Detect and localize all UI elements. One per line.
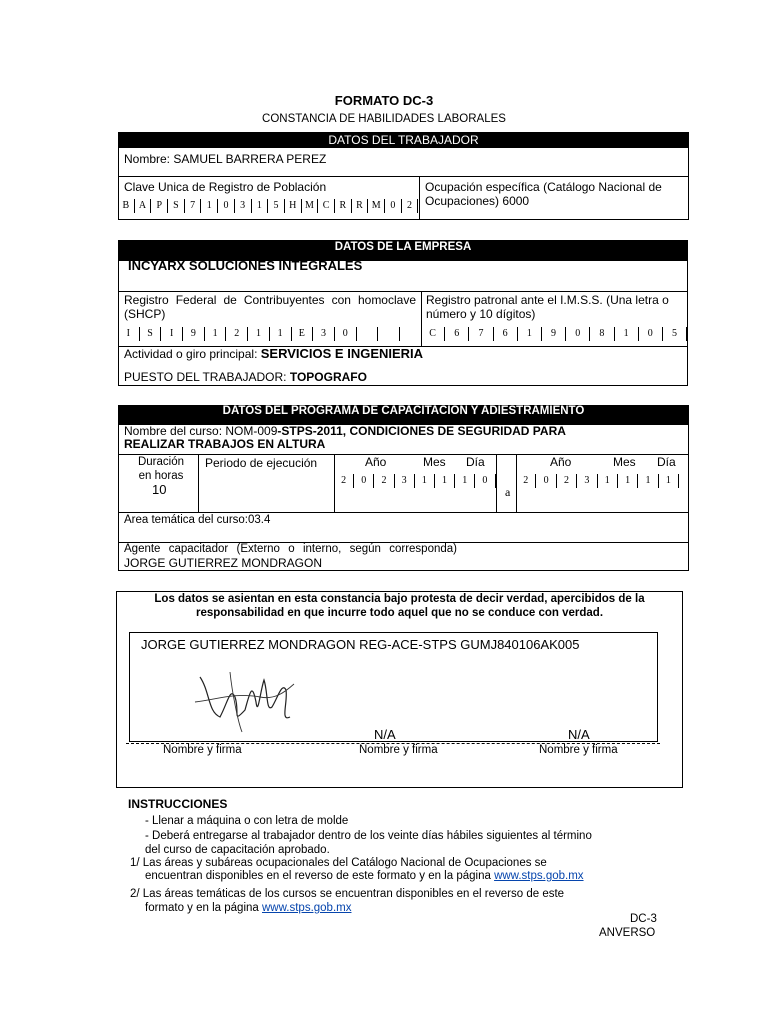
note-1a: 1/ Las áreas y subáreas ocupacionales del Catálogo Nacional de Ocupaciones se (130, 857, 547, 869)
na-value-2: N/A (568, 727, 590, 742)
rfc-char-cell (400, 327, 422, 341)
end-date-digit: 0 (536, 474, 556, 488)
end-date-digit: 1 (659, 474, 679, 488)
declaration-text-1: Los datos se asientan en esta constancia bajo protesta de decir verdad, apercibidos de la (154, 593, 645, 605)
curp-char-cell: 1 (252, 199, 269, 213)
period-label: Periodo de ejecución (205, 456, 318, 470)
thematic-area: Area temática del curso:03.4 (124, 514, 271, 526)
start-year-label: Año (365, 455, 387, 469)
declaration-text-2: responsabilidad en que incurre todo aquel que no se conduce con verdad. (195, 607, 604, 619)
curp-char-cell: 0 (385, 199, 402, 213)
imss-char-cell: 6 (494, 327, 518, 341)
start-month-label: Mes (423, 455, 446, 469)
curp-char-cell: H (285, 199, 302, 213)
instruction-2b: del curso de capacitación aprobado. (145, 844, 330, 856)
start-date-digit: 3 (395, 474, 415, 488)
curp-char-cell: C (318, 199, 335, 213)
rfc-char-cell: 1 (270, 327, 292, 341)
signature-label-1: Nombre y firma (163, 744, 242, 756)
course-name-line2: REALIZAR TRABAJOS EN ALTURA (124, 437, 326, 451)
rfc-char-cell: E (292, 327, 314, 341)
na-value-1: N/A (374, 727, 396, 742)
company-heading: DATOS DE LA EMPRESA (118, 240, 688, 261)
curp-char-cell: 2 (402, 199, 419, 213)
activity: Actividad o giro principal: SERVICIOS E INGENIERIA (124, 346, 424, 361)
curp-char-cell: 3 (235, 199, 252, 213)
end-date-digit: 1 (598, 474, 618, 488)
end-date-digit: 3 (577, 474, 597, 488)
end-date-digit: 1 (638, 474, 658, 488)
course-name: Nombre del curso: NOM-009-STPS-2011, CONDICIONES DE SEGURIDAD PARA (124, 424, 566, 438)
imss-char-cell: 8 (590, 327, 614, 341)
curp-char-cell: 7 (185, 199, 202, 213)
end-day-label: Día (657, 455, 676, 469)
rfc-char-cell (378, 327, 400, 341)
start-date-digit: 2 (334, 474, 354, 488)
imss-char-cell: 9 (542, 327, 566, 341)
curp-char-cell: 0 (218, 199, 235, 213)
rfc-char-cell: I (161, 327, 183, 341)
imss-char-cell: 1 (518, 327, 542, 341)
curp-label: Clave Unica de Registro de Población (124, 180, 327, 194)
footer-side: ANVERSO (599, 927, 656, 939)
stps-link-2[interactable]: www.stps.gob.mx (262, 902, 352, 914)
duration-value: 10 (152, 482, 167, 497)
end-year-label: Año (550, 455, 572, 469)
rfc-char-cell: S (140, 327, 162, 341)
curp-cells (118, 199, 418, 213)
start-date-digit: 2 (374, 474, 394, 488)
thematic-area-value: 03.4 (248, 514, 271, 526)
start-date-digit: 0 (475, 474, 495, 488)
curp-char-cell: R (352, 199, 369, 213)
form-title: FORMATO DC-3 (334, 93, 434, 108)
instruction-1: - Llenar a máquina o con letra de molde (145, 815, 349, 827)
curp-char-cell: 5 (268, 199, 285, 213)
duration-label: Duración en horas (137, 456, 185, 482)
rfc-label: Registro Federal de Contribuyentes con homoclave (SHCP) (124, 293, 416, 321)
stps-link-1[interactable]: www.stps.gob.mx (494, 870, 584, 882)
end-date-digit: 2 (516, 474, 536, 488)
form-subtitle: CONSTANCIA DE HABILIDADES LABORALES (262, 113, 506, 125)
start-date-cells (334, 474, 496, 488)
rfc-char-cell: 2 (226, 327, 248, 341)
curp-char-cell: 1 (201, 199, 218, 213)
start-date-digit: 1 (415, 474, 435, 488)
imss-char-cell: 0 (566, 327, 590, 341)
trainer-name: JORGE GUTIERREZ MONDRAGON (124, 556, 323, 570)
date-separator: a (505, 485, 511, 499)
rfc-char-cell: 1 (248, 327, 270, 341)
worker-name: Nombre: SAMUEL BARRERA PEREZ (124, 152, 327, 166)
note-2b: formato y en la página www.stps.gob.mx (145, 902, 352, 914)
curp-char-cell: M (302, 199, 319, 213)
start-day-label: Día (466, 455, 485, 469)
rfc-char-cell: 1 (205, 327, 227, 341)
imss-char-cell: 6 (445, 327, 469, 341)
occupation-label: Ocupación específica (Catálogo Nacional de Ocupaciones) 6000 (425, 180, 662, 208)
imss-cells (421, 327, 687, 341)
end-date-cells (516, 474, 679, 488)
imss-char-cell: 1 (615, 327, 639, 341)
instructions-heading: INSTRUCCIONES (128, 797, 228, 811)
signature-label-2: Nombre y firma (359, 744, 438, 756)
occupation-value: 6000 (502, 194, 530, 208)
rfc-cells (118, 327, 422, 341)
note-1b: encuentran disponibles en el reverso de este formato y en la página www.stps.gob.mx (145, 870, 584, 882)
curp-char-cell: A (135, 199, 152, 213)
end-date-digit: 2 (557, 474, 577, 488)
start-date-digit: 1 (435, 474, 455, 488)
curp-char-cell: P (151, 199, 168, 213)
signature-scribble (190, 662, 300, 742)
job-position-value: TOPOGRAFO (289, 370, 367, 384)
imss-char-cell: 0 (639, 327, 663, 341)
curp-char-cell: B (118, 199, 135, 213)
instruction-2a: - Deberá entregarse al trabajador dentro de los veinte días hábiles siguientes al término (145, 830, 592, 842)
start-date-digit: 0 (354, 474, 374, 488)
imss-char-cell: C (421, 327, 445, 341)
program-heading: DATOS DEL PROGRAMA DE CAPACITACION Y ADIESTRAMIENTO (118, 405, 689, 425)
curp-char-cell: S (168, 199, 185, 213)
signature-label-3: Nombre y firma (539, 744, 618, 756)
signer-info: JORGE GUTIERREZ MONDRAGON REG-ACE-STPS GUMJ840106AK005 (141, 637, 580, 652)
company-name: INCYARX SOLUCIONES INTEGRALES (128, 258, 363, 273)
start-date-digit: 1 (455, 474, 475, 488)
rfc-char-cell: 9 (183, 327, 205, 341)
imss-char-cell: 7 (469, 327, 493, 341)
job-position: PUESTO DEL TRABAJADOR: TOPOGRAFO (124, 370, 367, 384)
rfc-char-cell: 0 (335, 327, 357, 341)
activity-value: SERVICIOS E INGENIERIA (260, 346, 424, 361)
curp-char-cell: R (335, 199, 352, 213)
curp-char-cell: M (368, 199, 385, 213)
worker-name-value: SAMUEL BARRERA PEREZ (173, 152, 327, 166)
imss-char-cell: 5 (663, 327, 687, 341)
end-month-label: Mes (613, 455, 636, 469)
note-2a: 2/ Las áreas temáticas de los cursos se encuentran disponibles en el reverso de este (130, 888, 565, 900)
end-date-digit: 1 (618, 474, 638, 488)
rfc-char-cell: I (118, 327, 140, 341)
rfc-char-cell: 3 (313, 327, 335, 341)
footer-code: DC-3 (630, 913, 657, 925)
worker-heading: DATOS DEL TRABAJADOR (118, 132, 689, 148)
rfc-char-cell (357, 327, 379, 341)
imss-label: Registro patronal ante el I.M.S.S. (Una letra o número y 10 dígitos) (426, 293, 669, 321)
trainer-label: Agente capacitador (Externo o interno, según corresponda) (124, 543, 457, 555)
